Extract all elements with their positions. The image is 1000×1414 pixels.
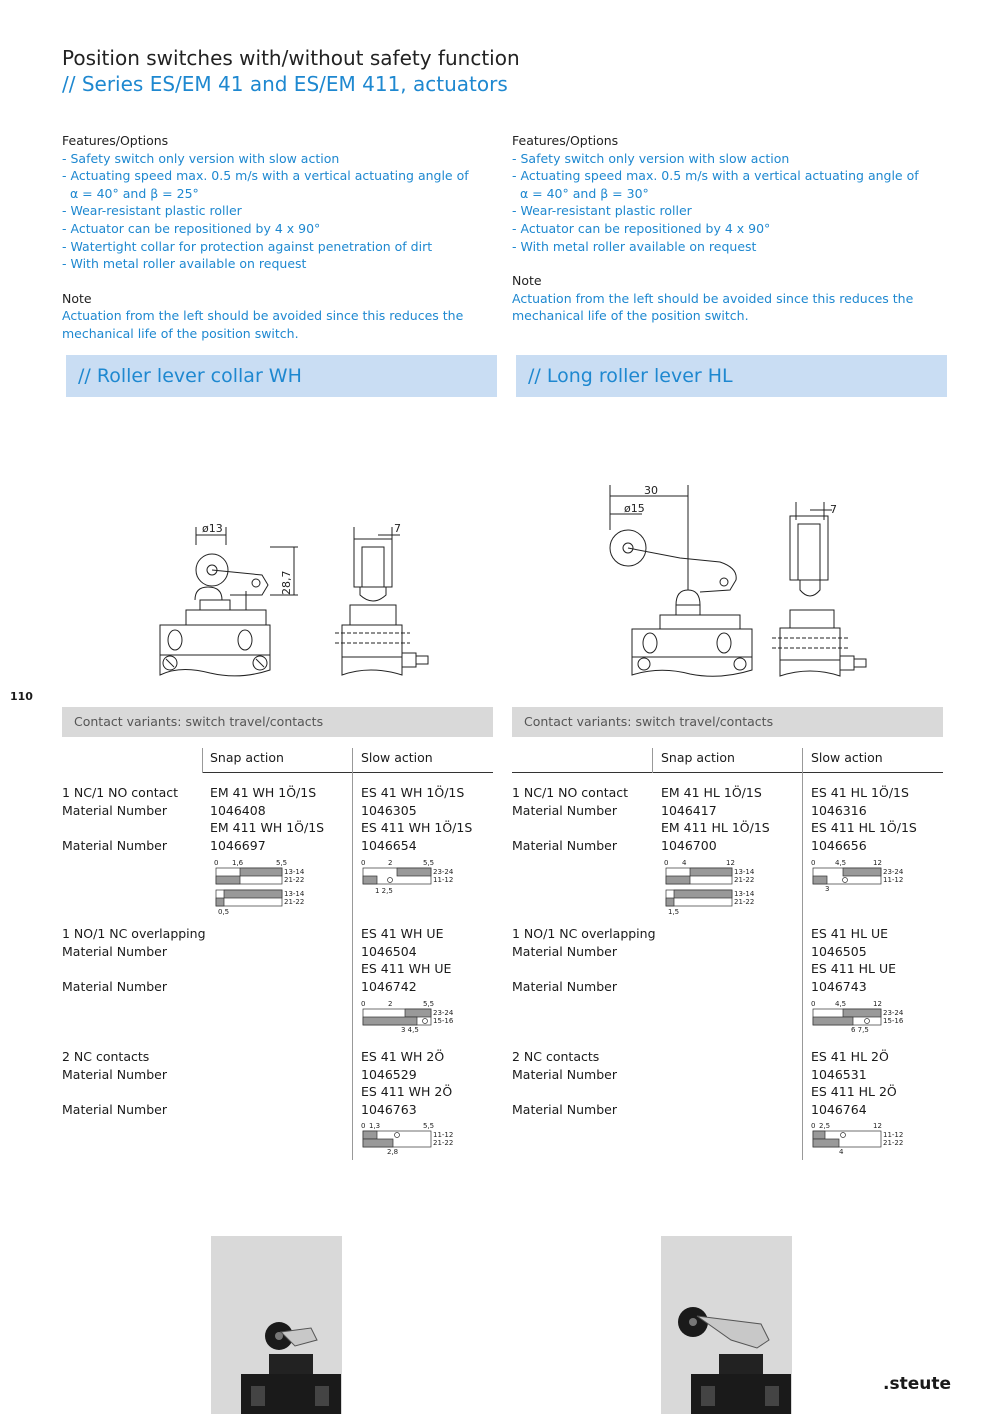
travel-value: 0,5 bbox=[218, 908, 230, 916]
travel-value: 2 bbox=[388, 859, 393, 867]
column-divider bbox=[202, 748, 203, 773]
switch-travel-diagram-slow bbox=[811, 857, 931, 897]
page-number: 110 bbox=[10, 690, 33, 703]
material-number: 1046504 bbox=[361, 943, 417, 959]
model-code: ES 41 HL 1Ö/1S bbox=[811, 785, 909, 800]
feature-item: - Watertight collar for protection against penetration of dirt bbox=[62, 238, 433, 254]
header-rule bbox=[202, 772, 493, 773]
slow-action-cell bbox=[361, 784, 472, 854]
material-number: 1046408 bbox=[210, 802, 266, 818]
travel-value: 0 bbox=[664, 859, 669, 867]
model-code: ES 41 WH UE bbox=[361, 926, 444, 941]
note-text: Actuation from the left should be avoided since this reduces the bbox=[512, 290, 914, 306]
contact-label: 23-24 bbox=[433, 1009, 454, 1017]
feature-item: α = 40° and β = 25° bbox=[62, 185, 199, 201]
features-heading: Features/Options bbox=[512, 133, 619, 148]
feature-item: - With metal roller available on request bbox=[512, 238, 757, 254]
drawing-long-roller-lever bbox=[600, 480, 880, 680]
model-code: ES 411 WH 1Ö/1S bbox=[361, 820, 473, 836]
column-header-snap: Snap action bbox=[210, 750, 284, 765]
material-number: 1046700 bbox=[661, 837, 717, 853]
material-number-label: Material Number bbox=[512, 802, 617, 818]
slow-action-cell bbox=[811, 925, 896, 995]
travel-value: 12 bbox=[726, 859, 735, 867]
feature-item: - Actuating speed max. 0.5 m/s with a vertical actuating angle of bbox=[512, 168, 919, 184]
model-code: EM 41 WH 1Ö/1S bbox=[210, 785, 317, 800]
contact-label: 21-22 bbox=[734, 898, 755, 906]
column-divider bbox=[652, 748, 653, 773]
material-number: 1046654 bbox=[361, 837, 417, 853]
material-number: 1046305 bbox=[361, 802, 417, 818]
dimension-label: 28,7 bbox=[280, 570, 293, 595]
section-banner-hl: // Long roller lever HL bbox=[516, 355, 947, 397]
drawing-roller-lever-collar bbox=[150, 515, 440, 685]
switch-travel-diagram-slow bbox=[361, 998, 481, 1038]
contact-label: 11-12 bbox=[433, 876, 454, 884]
contact-label: 15-16 bbox=[433, 1017, 454, 1025]
contact-type: 2 NC contacts bbox=[512, 1049, 600, 1064]
snap-action-cell bbox=[210, 784, 324, 854]
travel-value: 4,5 bbox=[835, 1000, 847, 1008]
material-number-label: Material Number bbox=[62, 1101, 167, 1117]
material-number: 1046417 bbox=[661, 802, 717, 818]
model-code: ES 411 HL 1Ö/1S bbox=[811, 820, 917, 836]
material-number-label: Material Number bbox=[512, 978, 617, 994]
feature-item: - Safety switch only version with slow action bbox=[512, 150, 790, 166]
travel-value: 5,5 bbox=[423, 1000, 435, 1008]
slow-action-cell bbox=[361, 925, 451, 995]
material-number: 1046316 bbox=[811, 802, 867, 818]
switch-travel-diagram-snap bbox=[210, 857, 330, 917]
feature-item: - Wear-resistant plastic roller bbox=[62, 203, 242, 219]
contact-label: 11-12 bbox=[433, 1131, 454, 1139]
column-header-slow: Slow action bbox=[811, 750, 883, 765]
feature-item: - Wear-resistant plastic roller bbox=[512, 203, 692, 219]
model-code: ES 411 WH UE bbox=[361, 961, 452, 977]
contact-label: 11-12 bbox=[883, 1131, 904, 1139]
row-labels bbox=[62, 925, 206, 995]
contact-label: 15-16 bbox=[883, 1017, 904, 1025]
contact-label: 13-14 bbox=[284, 868, 305, 876]
travel-value: 3 bbox=[825, 885, 830, 893]
travel-value: 0 bbox=[811, 1122, 816, 1130]
travel-value: 2,8 bbox=[387, 1148, 399, 1156]
model-code: ES 41 WH 1Ö/1S bbox=[361, 785, 465, 800]
contact-label: 21-22 bbox=[284, 898, 305, 906]
row-labels bbox=[512, 1048, 617, 1118]
row-labels bbox=[512, 784, 628, 854]
material-number-label: Material Number bbox=[62, 802, 167, 818]
switch-travel-diagram-slow bbox=[811, 1120, 931, 1160]
model-code: EM 411 WH 1Ö/1S bbox=[210, 820, 325, 836]
material-number: 1046656 bbox=[811, 837, 867, 853]
contact-type: 2 NC contacts bbox=[62, 1049, 150, 1064]
material-number: 1046505 bbox=[811, 943, 867, 959]
product-photo-hl bbox=[661, 1236, 792, 1414]
feature-item: - Actuator can be repositioned by 4 x 90° bbox=[512, 220, 771, 236]
material-number-label: Material Number bbox=[62, 943, 167, 959]
dimension-label: ø15 bbox=[624, 502, 645, 515]
feature-item: - Actuator can be repositioned by 4 x 90° bbox=[62, 220, 321, 236]
travel-value: 12 bbox=[873, 1000, 882, 1008]
switch-photo-illustration bbox=[661, 1236, 792, 1414]
contact-label: 21-22 bbox=[883, 1139, 904, 1147]
feature-item: - With metal roller available on request bbox=[62, 256, 307, 272]
travel-value: 1,3 bbox=[369, 1122, 381, 1130]
travel-value: 0 bbox=[361, 859, 366, 867]
travel-value: 5,5 bbox=[423, 859, 435, 867]
contact-type: 1 NO/1 NC overlapping bbox=[62, 926, 206, 941]
row-labels bbox=[62, 784, 178, 854]
note-text: Actuation from the left should be avoided since this reduces the bbox=[62, 308, 464, 324]
model-code: ES 41 WH 2Ö bbox=[361, 1049, 445, 1064]
material-number-label: Material Number bbox=[512, 943, 617, 959]
travel-value: 0 bbox=[811, 859, 816, 867]
material-number-label: Material Number bbox=[62, 1066, 167, 1082]
switch-travel-diagram-slow bbox=[361, 1120, 481, 1160]
contact-type: 1 NO/1 NC overlapping bbox=[512, 926, 656, 941]
material-number: 1046742 bbox=[361, 978, 417, 994]
contact-variants-bar: Contact variants: switch travel/contacts bbox=[512, 707, 943, 737]
travel-value: 0 bbox=[361, 1122, 366, 1130]
travel-value: 2,5 bbox=[819, 1122, 831, 1130]
travel-value: 0 bbox=[214, 859, 219, 867]
features-heading: Features/Options bbox=[62, 133, 169, 148]
contact-label: 21-22 bbox=[734, 876, 755, 884]
contact-type: 1 NC/1 NO contact bbox=[62, 785, 179, 800]
feature-item: α = 40° and β = 30° bbox=[512, 185, 649, 201]
header-rule bbox=[512, 772, 943, 773]
travel-value: 5,5 bbox=[423, 1122, 435, 1130]
material-number-label: Material Number bbox=[62, 837, 167, 853]
contact-label: 13-14 bbox=[284, 890, 305, 898]
section-banner-wh: // Roller lever collar WH bbox=[66, 355, 497, 397]
travel-value: 0 bbox=[811, 1000, 816, 1008]
contact-label: 13-14 bbox=[734, 890, 755, 898]
note-text: mechanical life of the position switch. bbox=[62, 325, 299, 341]
travel-value: 1 2,5 bbox=[375, 887, 393, 895]
travel-value: 4,5 bbox=[835, 859, 847, 867]
switch-travel-diagram-snap bbox=[660, 857, 780, 917]
switch-photo-illustration bbox=[211, 1236, 342, 1414]
page-title: Position switches with/without safety function bbox=[62, 46, 520, 70]
material-number-label: Material Number bbox=[512, 1066, 617, 1082]
slow-action-cell bbox=[361, 1048, 452, 1118]
model-code: ES 411 HL 2Ö bbox=[811, 1084, 897, 1100]
contact-label: 23-24 bbox=[883, 1009, 904, 1017]
material-number: 1046763 bbox=[361, 1101, 417, 1117]
note-text: mechanical life of the position switch. bbox=[512, 308, 749, 324]
column-divider bbox=[352, 748, 353, 1160]
page-subtitle: // Series ES/EM 41 and ES/EM 411, actuators bbox=[62, 72, 508, 96]
right-features bbox=[512, 132, 942, 325]
model-code: ES 41 HL UE bbox=[811, 926, 889, 941]
slow-action-cell bbox=[811, 784, 917, 854]
dimension-label: 30 bbox=[644, 484, 658, 497]
note-heading: Note bbox=[512, 273, 542, 289]
travel-value: 6 7,5 bbox=[851, 1026, 869, 1034]
dimension-label: 7 bbox=[830, 503, 837, 516]
model-code: EM 41 HL 1Ö/1S bbox=[661, 785, 762, 800]
travel-value: 5,5 bbox=[276, 859, 288, 867]
contact-label: 21-22 bbox=[284, 876, 305, 884]
model-code: ES 41 HL 2Ö bbox=[811, 1049, 889, 1064]
contact-variants-bar: Contact variants: switch travel/contacts bbox=[62, 707, 493, 737]
dimension-label: ø13 bbox=[202, 522, 223, 535]
travel-value: 2 bbox=[388, 1000, 393, 1008]
row-labels bbox=[62, 1048, 167, 1118]
dimension-label: 7 bbox=[394, 522, 401, 535]
column-header-snap: Snap action bbox=[661, 750, 735, 765]
travel-value: 1,6 bbox=[232, 859, 244, 867]
row-labels bbox=[512, 925, 656, 995]
contact-label: 11-12 bbox=[883, 876, 904, 884]
model-code: ES 411 WH 2Ö bbox=[361, 1084, 453, 1100]
contact-label: 23-24 bbox=[883, 868, 904, 876]
travel-value: 1,5 bbox=[668, 908, 680, 916]
brand-logo: .steute bbox=[883, 1374, 951, 1394]
switch-travel-diagram-slow bbox=[811, 998, 931, 1038]
material-number: 1046697 bbox=[210, 837, 266, 853]
column-divider bbox=[802, 748, 803, 1160]
left-features bbox=[62, 132, 492, 343]
contact-label: 21-22 bbox=[433, 1139, 454, 1147]
travel-value: 0 bbox=[361, 1000, 366, 1008]
snap-action-cell bbox=[661, 784, 770, 854]
column-header-slow: Slow action bbox=[361, 750, 433, 765]
feature-item: - Safety switch only version with slow action bbox=[62, 150, 340, 166]
model-code: ES 411 HL UE bbox=[811, 961, 897, 977]
slow-action-cell bbox=[811, 1048, 897, 1118]
switch-travel-diagram-slow bbox=[361, 857, 481, 897]
product-photo-wh bbox=[211, 1236, 342, 1414]
material-number-label: Material Number bbox=[62, 978, 167, 994]
contact-label: 13-14 bbox=[734, 868, 755, 876]
travel-value: 4 bbox=[682, 859, 687, 867]
travel-value: 3 4,5 bbox=[401, 1026, 419, 1034]
material-number: 1046529 bbox=[361, 1066, 417, 1082]
travel-value: 4 bbox=[839, 1148, 844, 1156]
material-number-label: Material Number bbox=[512, 837, 617, 853]
travel-value: 12 bbox=[873, 1122, 882, 1130]
feature-item: - Actuating speed max. 0.5 m/s with a vertical actuating angle of bbox=[62, 168, 469, 184]
travel-value: 12 bbox=[873, 859, 882, 867]
material-number-label: Material Number bbox=[512, 1101, 617, 1117]
material-number: 1046743 bbox=[811, 978, 867, 994]
contact-label: 23-24 bbox=[433, 868, 454, 876]
contact-type: 1 NC/1 NO contact bbox=[512, 785, 629, 800]
note-heading: Note bbox=[62, 290, 92, 306]
model-code: EM 411 HL 1Ö/1S bbox=[661, 820, 770, 836]
material-number: 1046531 bbox=[811, 1066, 867, 1082]
material-number: 1046764 bbox=[811, 1101, 867, 1117]
